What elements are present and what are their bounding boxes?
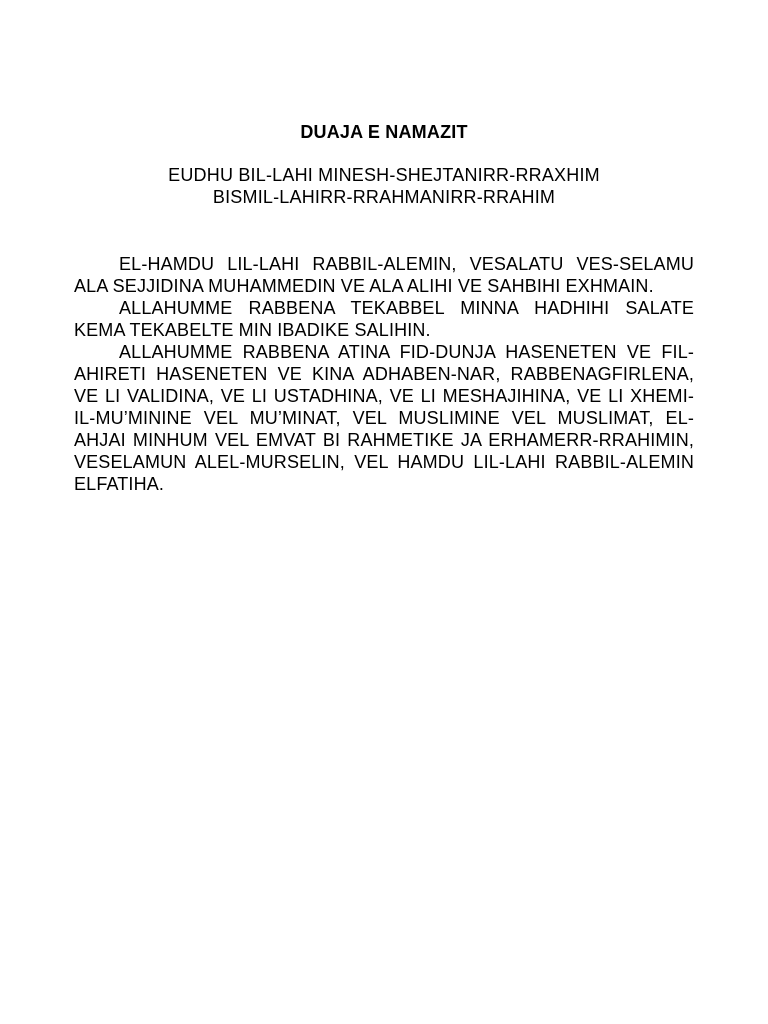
paragraph-1: EL-HAMDU LIL-LAHI RABBIL-ALEMIN, VESALATU VES-SELAMU ALA SEJJIDINA MUHAMMEDIN VE ALA ALIHI VE SAHBIHI EXHMAIN. [74,254,694,296]
document-title: DUAJA E NAMAZIT [300,122,468,142]
paragraph-2: ALLAHUMME RABBENA TEKABBEL MINNA HADHIHI SALATE KEMA TEKABELTE MIN IBADIKE SALIHIN. [74,298,694,340]
paragraph-3: ALLAHUMME RABBENA ATINA FID-DUNJA HASENETEN VE FIL-AHIRETI HASENETEN VE KINA ADHABEN-NAR, RABBENAGFIRLENA, VE LI VALIDINA, VE LI USTADHINA, VE LI MESHAJIHINA, VE LI XHEMI-IL-MU’MININE VEL MU’MINAT, VEL MUSLIMINE VEL MUSLIMAT, EL-AHJAI MINHUM VEL EMVAT BI RAHMETIKE JA ERHAMERR-RRAHIMIN, VESELAMUN ALEL-MURSELIN, VEL HAMDU LIL-LAHI RABBIL-ALEMIN ELFATIHA. [74,342,694,494]
document-page [74,120,694,495]
subtitle-line-1: EUDHU BIL-LAHI MINESH-SHEJTANIRR-RRAXHIM [168,165,600,185]
prayer-body [74,253,694,495]
subtitle-line-2: BISMIL-LAHIRR-RRAHMANIRR-RRAHIM [212,187,556,207]
